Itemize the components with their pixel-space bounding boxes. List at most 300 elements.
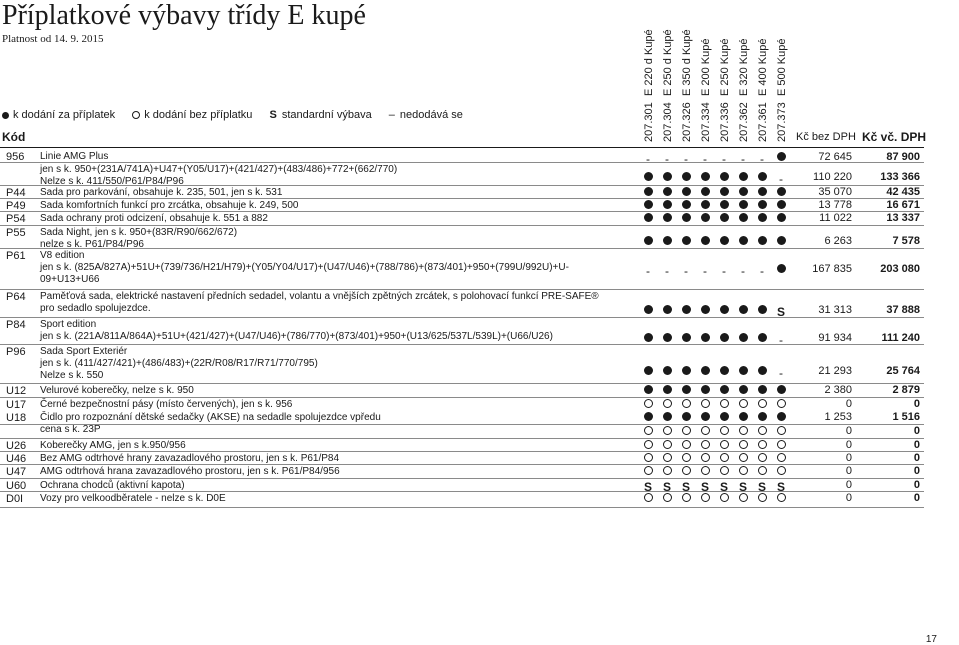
- availability-cell: [774, 493, 788, 505]
- option-description: Sada Sport Exteriér: [40, 346, 128, 357]
- empty-circle-icon: [701, 440, 710, 449]
- row-divider: [0, 424, 924, 425]
- filled-dot-icon: [720, 412, 729, 421]
- page-title: Příplatkové výbavy třídy E kupé: [2, 0, 366, 31]
- filled-dot-icon: [644, 236, 653, 245]
- not-available-mark: -: [703, 152, 707, 166]
- availability-cell: [641, 399, 655, 411]
- filled-dot-icon: [644, 213, 653, 222]
- filled-dot-icon: [2, 112, 9, 119]
- filled-dot-icon: [777, 385, 786, 394]
- empty-circle-icon: [682, 440, 691, 449]
- availability-cell: [698, 152, 712, 166]
- price-vat: 13 337: [886, 212, 920, 224]
- model-header: [698, 0, 714, 143]
- model-name: E 350 d Kupé: [681, 29, 693, 96]
- availability-cell: [774, 264, 788, 276]
- row-divider: [0, 507, 924, 508]
- price-net: 0: [845, 465, 852, 477]
- price-vat: 1 516: [892, 411, 920, 423]
- availability-cell: [717, 213, 731, 225]
- availability-cell: [698, 236, 712, 248]
- filled-dot-icon: [758, 333, 767, 342]
- availability-cell: [755, 385, 769, 397]
- not-available-mark: -: [684, 152, 688, 166]
- empty-circle-icon: [777, 399, 786, 408]
- availability-cell: [698, 385, 712, 397]
- availability-cell: [736, 213, 750, 225]
- filled-dot-icon: [644, 333, 653, 342]
- filled-dot-icon: [720, 213, 729, 222]
- option-description: pro sedadlo spolujezdce.: [40, 303, 151, 314]
- availability-cell: [774, 385, 788, 397]
- not-available-mark: -: [779, 366, 783, 380]
- option-description: Čidlo pro rozpoznání dětské sedačky (AKSE) na sedadle spolujezdce vpředu: [40, 412, 381, 423]
- availability-cell: [736, 172, 750, 184]
- empty-circle-icon: [720, 466, 729, 475]
- filled-dot-icon: [739, 305, 748, 314]
- availability-cell: [717, 466, 731, 478]
- empty-circle-icon: [777, 426, 786, 435]
- option-description: nelze s k. P61/P84/P96: [40, 239, 144, 250]
- availability-cell: [736, 412, 750, 424]
- price-net: 31 313: [818, 304, 852, 316]
- filled-dot-icon: [739, 200, 748, 209]
- empty-circle-icon: [758, 426, 767, 435]
- empty-circle-icon: [682, 453, 691, 462]
- empty-circle-icon: [758, 466, 767, 475]
- price-vat: 0: [913, 452, 920, 464]
- availability-cell: [717, 426, 731, 438]
- empty-circle-icon: [663, 466, 672, 475]
- availability-cell: [717, 305, 731, 317]
- availability-cell: [717, 152, 731, 166]
- empty-circle-icon: [682, 466, 691, 475]
- price-net: 167 835: [812, 263, 852, 275]
- availability-cell: [679, 152, 693, 166]
- model-name: E 200 Kupé: [700, 38, 712, 96]
- availability-cell: [717, 236, 731, 248]
- not-available-mark: -: [741, 264, 745, 278]
- option-code: P64: [6, 291, 26, 303]
- option-code: P54: [6, 213, 26, 225]
- price-net: 0: [845, 398, 852, 410]
- row-divider: [0, 397, 924, 398]
- empty-circle-icon: [758, 399, 767, 408]
- model-header: [755, 0, 771, 143]
- availability-cell: [641, 493, 655, 505]
- availability-cell: [679, 412, 693, 424]
- empty-circle-icon: [682, 426, 691, 435]
- price-vat: 0: [913, 479, 920, 491]
- availability-cell: [736, 236, 750, 248]
- availability-cell: [698, 305, 712, 317]
- filled-dot-icon: [644, 200, 653, 209]
- not-available-mark: -: [741, 152, 745, 166]
- availability-cell: [755, 426, 769, 438]
- price-net-header: Kč bez DPH: [796, 131, 856, 143]
- price-net: 35 070: [818, 186, 852, 198]
- filled-dot-icon: [644, 187, 653, 196]
- availability-cell: [698, 213, 712, 225]
- option-code: U47: [6, 466, 27, 478]
- empty-circle-icon: [663, 399, 672, 408]
- option-description: Nelze s k. 550: [40, 370, 104, 381]
- availability-cell: [755, 466, 769, 478]
- price-vat: 2 879: [892, 384, 920, 396]
- model-code: 207.336: [719, 102, 731, 142]
- legend-no-cost: k dodání bez příplatku: [132, 109, 252, 121]
- filled-dot-icon: [663, 187, 672, 196]
- model-header: [641, 0, 657, 143]
- availability-cell: [736, 399, 750, 411]
- availability-cell: [698, 426, 712, 438]
- option-code: U46: [6, 453, 27, 465]
- standard-mark: S: [719, 480, 728, 494]
- availability-cell: [679, 399, 693, 411]
- availability-cell: [679, 466, 693, 478]
- model-code: 207.373: [776, 102, 788, 142]
- row-divider: [0, 225, 924, 226]
- empty-circle-icon: [644, 426, 653, 435]
- availability-cell: [717, 412, 731, 424]
- not-available-mark: -: [646, 264, 650, 278]
- row-divider: [0, 211, 924, 212]
- row-divider: [0, 438, 924, 439]
- availability-cell: [736, 466, 750, 478]
- empty-circle-icon: [739, 453, 748, 462]
- availability-cell: [660, 466, 674, 478]
- price-vat: 203 080: [880, 263, 920, 275]
- filled-dot-icon: [739, 236, 748, 245]
- row-divider: [0, 289, 924, 290]
- price-net: 0: [845, 439, 852, 451]
- empty-circle-icon: [777, 453, 786, 462]
- filled-dot-icon: [739, 385, 748, 394]
- standard-mark: S: [681, 480, 690, 494]
- validity-date: Platnost od 14. 9. 2015: [2, 33, 104, 45]
- model-header: [774, 0, 790, 143]
- empty-circle-icon: [739, 493, 748, 502]
- model-code: 207.304: [662, 102, 674, 142]
- empty-circle-icon: [644, 493, 653, 502]
- option-description: Černé bezpečnostní pásy (místo červených), jen s k. 956: [40, 399, 293, 410]
- standard-mark: S: [662, 480, 671, 494]
- filled-dot-icon: [701, 213, 710, 222]
- filled-dot-icon: [720, 333, 729, 342]
- option-code: P55: [6, 227, 26, 239]
- availability-cell: [717, 385, 731, 397]
- filled-dot-icon: [758, 412, 767, 421]
- price-net: 11 022: [819, 212, 852, 224]
- filled-dot-icon: [720, 236, 729, 245]
- option-description: jen s k. 950+(231A/741A)+U47+(Y05/U17)+(421/427)+(483/486)+772+(662/770): [40, 164, 398, 175]
- availability-cell: [736, 426, 750, 438]
- availability-cell: [755, 236, 769, 248]
- option-code: U18: [6, 412, 27, 424]
- availability-cell: [641, 213, 655, 225]
- option-description: jen s k. (411/427/421)+(486/483)+(22R/R08/R17/R71/770/795): [40, 358, 318, 369]
- price-vat: 111 240: [881, 332, 920, 344]
- row-divider: [0, 185, 924, 186]
- availability-cell: [660, 426, 674, 438]
- filled-dot-icon: [701, 333, 710, 342]
- availability-cell: [641, 264, 655, 278]
- price-net: 91 934: [818, 332, 852, 344]
- filled-dot-icon: [777, 213, 786, 222]
- availability-cell: [641, 305, 655, 317]
- availability-cell: [755, 305, 769, 317]
- availability-cell: [736, 493, 750, 505]
- availability-cell: [660, 264, 674, 278]
- availability-cell: [698, 264, 712, 278]
- availability-cell: [736, 305, 750, 317]
- row-divider: [0, 464, 924, 465]
- price-net: 2 380: [824, 384, 852, 396]
- empty-circle-icon: [758, 453, 767, 462]
- filled-dot-icon: [682, 385, 691, 394]
- price-net: 72 645: [818, 151, 852, 163]
- availability-cell: [660, 412, 674, 424]
- availability-cell: [717, 366, 731, 378]
- standard-mark: S: [700, 480, 709, 494]
- not-available-mark: -: [760, 152, 764, 166]
- option-code: U17: [6, 399, 27, 411]
- model-code: 207.301: [643, 102, 655, 142]
- availability-cell: [698, 399, 712, 411]
- row-divider: [0, 162, 924, 163]
- price-net: 1 253: [824, 411, 852, 423]
- filled-dot-icon: [739, 412, 748, 421]
- filled-dot-icon: [777, 412, 786, 421]
- model-code: 207.362: [738, 102, 750, 142]
- availability-cell: [755, 399, 769, 411]
- model-name: E 320 Kupé: [738, 38, 750, 96]
- availability-cell: [679, 213, 693, 225]
- code-column-header: Kód: [2, 130, 26, 144]
- not-available-mark: -: [760, 264, 764, 278]
- filled-dot-icon: [739, 366, 748, 375]
- filled-dot-icon: [739, 187, 748, 196]
- availability-cell: [698, 366, 712, 378]
- price-net: 21 293: [818, 365, 852, 377]
- row-divider: [0, 198, 924, 199]
- availability-cell: [641, 426, 655, 438]
- price-net: 0: [845, 452, 852, 464]
- standard-mark: S: [738, 480, 747, 494]
- availability-cell: [698, 172, 712, 184]
- availability-cell: [698, 493, 712, 505]
- option-description: Ochrana chodců (aktivní kapota): [40, 480, 185, 491]
- availability-cell: [679, 385, 693, 397]
- empty-circle-icon: [663, 493, 672, 502]
- model-header: [717, 0, 733, 143]
- filled-dot-icon: [701, 412, 710, 421]
- availability-cell: [755, 152, 769, 166]
- standard-mark: S: [776, 480, 785, 494]
- filled-dot-icon: [777, 187, 786, 196]
- option-code: D0I: [6, 493, 24, 505]
- price-net: 0: [845, 425, 852, 437]
- availability-cell: [660, 493, 674, 505]
- availability-cell: [660, 172, 674, 184]
- model-code: 207.334: [700, 102, 712, 142]
- filled-dot-icon: [663, 366, 672, 375]
- filled-dot-icon: [701, 200, 710, 209]
- availability-cell: [736, 366, 750, 378]
- empty-circle-icon: [682, 493, 691, 502]
- filled-dot-icon: [682, 366, 691, 375]
- empty-circle-icon: [644, 440, 653, 449]
- model-name: E 250 d Kupé: [662, 29, 674, 96]
- option-description: Sada komfortních funkcí pro zrcátka, obsahuje k. 249, 500: [40, 200, 299, 211]
- option-code: P49: [6, 200, 26, 212]
- filled-dot-icon: [701, 305, 710, 314]
- availability-cell: [660, 366, 674, 378]
- option-description: Sada Night, jen s k. 950+(83R/R90/662/672): [40, 227, 238, 238]
- filled-dot-icon: [758, 366, 767, 375]
- filled-dot-icon: [663, 385, 672, 394]
- price-net: 6 263: [824, 235, 852, 247]
- filled-dot-icon: [701, 366, 710, 375]
- availability-cell: [774, 426, 788, 438]
- availability-cell: [679, 236, 693, 248]
- price-vat: 0: [913, 425, 920, 437]
- price-vat: 25 764: [886, 365, 920, 377]
- availability-cell: [679, 305, 693, 317]
- filled-dot-icon: [682, 305, 691, 314]
- option-description: 09+U13+U66: [40, 274, 100, 285]
- empty-circle-icon: [720, 440, 729, 449]
- not-available-mark: -: [646, 152, 650, 166]
- availability-cell: [660, 305, 674, 317]
- price-net: 0: [845, 492, 852, 504]
- option-description: Sport edition: [40, 319, 97, 330]
- filled-dot-icon: [777, 236, 786, 245]
- filled-dot-icon: [663, 236, 672, 245]
- model-code: 207.326: [681, 102, 693, 142]
- filled-dot-icon: [758, 200, 767, 209]
- price-vat: 0: [913, 465, 920, 477]
- availability-cell: [679, 493, 693, 505]
- not-available-mark: -: [779, 333, 783, 347]
- model-name: E 220 d Kupé: [643, 29, 655, 96]
- filled-dot-icon: [720, 305, 729, 314]
- filled-dot-icon: [682, 200, 691, 209]
- model-code: 207.361: [757, 102, 769, 142]
- empty-circle-icon: [777, 466, 786, 475]
- option-code: P61: [6, 250, 26, 262]
- model-header: [679, 0, 695, 143]
- filled-dot-icon: [720, 172, 729, 181]
- filled-dot-icon: [644, 385, 653, 394]
- option-description: Sada ochrany proti odcizení, obsahuje k. 551 a 882: [40, 213, 268, 224]
- availability-cell: [660, 236, 674, 248]
- option-description: Linie AMG Plus: [40, 151, 109, 162]
- availability-cell: [679, 264, 693, 278]
- availability-cell: [774, 412, 788, 424]
- filled-dot-icon: [682, 412, 691, 421]
- price-net: 13 778: [818, 199, 852, 211]
- availability-cell: [774, 236, 788, 248]
- filled-dot-icon: [701, 236, 710, 245]
- option-code: 956: [6, 151, 25, 163]
- model-name: E 250 Kupé: [719, 38, 731, 96]
- filled-dot-icon: [758, 385, 767, 394]
- option-description: V8 edition: [40, 250, 85, 261]
- price-vat: 133 366: [880, 171, 920, 183]
- filled-dot-icon: [758, 172, 767, 181]
- option-description: Bez AMG odtrhové hrany zavazadlového prostoru, jen s k. P61/P84: [40, 453, 340, 464]
- model-header: [736, 0, 752, 143]
- availability-cell: [641, 412, 655, 424]
- not-available-mark: -: [722, 152, 726, 166]
- filled-dot-icon: [758, 305, 767, 314]
- price-vat: 87 900: [886, 151, 920, 163]
- filled-dot-icon: [739, 172, 748, 181]
- filled-dot-icon: [663, 305, 672, 314]
- option-description: jen s k. (825A/827A)+51U+(739/736/H21/H79)+(Y05/Y04/U17)+(U47/U46)+(788/786)+(873/401)+950+(799U/992U)+U-: [40, 262, 569, 273]
- model-name: E 500 Kupé: [776, 38, 788, 96]
- filled-dot-icon: [720, 385, 729, 394]
- availability-cell: [755, 493, 769, 505]
- availability-cell: [698, 412, 712, 424]
- price-vat-header: Kč vč. DPH: [862, 130, 927, 144]
- availability-cell: [679, 366, 693, 378]
- empty-circle-icon: [777, 440, 786, 449]
- header-divider: [0, 147, 924, 148]
- filled-dot-icon: [644, 305, 653, 314]
- model-header: [660, 0, 676, 143]
- option-description: AMG odtrhová hrana zavazadlového prostoru, jen s k. P61/P84/956: [40, 466, 340, 477]
- availability-cell: [641, 385, 655, 397]
- filled-dot-icon: [644, 366, 653, 375]
- standard-mark: S: [643, 480, 652, 494]
- not-available-mark: -: [684, 264, 688, 278]
- filled-dot-icon: [720, 366, 729, 375]
- availability-cell: [717, 399, 731, 411]
- availability-cell: [755, 213, 769, 225]
- availability-cell: [660, 152, 674, 166]
- option-code: U60: [6, 480, 27, 492]
- filled-dot-icon: [644, 412, 653, 421]
- row-divider: [0, 248, 924, 249]
- availability-cell: [736, 152, 750, 166]
- filled-dot-icon: [682, 213, 691, 222]
- empty-circle-icon: [663, 440, 672, 449]
- option-code: P84: [6, 319, 26, 331]
- legend-not-available: – nedodává se: [388, 109, 463, 121]
- row-divider: [0, 317, 924, 318]
- filled-dot-icon: [663, 412, 672, 421]
- row-divider: [0, 383, 924, 384]
- empty-circle-icon: [701, 493, 710, 502]
- option-description: Paměťová sada, elektrické nastavení předních sedadel, volantu a vnějších zpětných zrcátek, s polohovací funkcí PRE-SAFE®: [40, 291, 599, 302]
- availability-cell: [736, 264, 750, 278]
- filled-dot-icon: [701, 172, 710, 181]
- legend-standard: S standardní výbava: [269, 109, 372, 121]
- availability-cell: [774, 366, 788, 380]
- availability-cell: [774, 399, 788, 411]
- availability-cell: [641, 366, 655, 378]
- availability-cell: [660, 213, 674, 225]
- price-vat: 42 435: [886, 186, 920, 198]
- empty-circle-icon: [739, 399, 748, 408]
- price-vat: 0: [913, 492, 920, 504]
- empty-circle-icon: [644, 453, 653, 462]
- price-vat: 37 888: [886, 304, 920, 316]
- filled-dot-icon: [777, 152, 786, 161]
